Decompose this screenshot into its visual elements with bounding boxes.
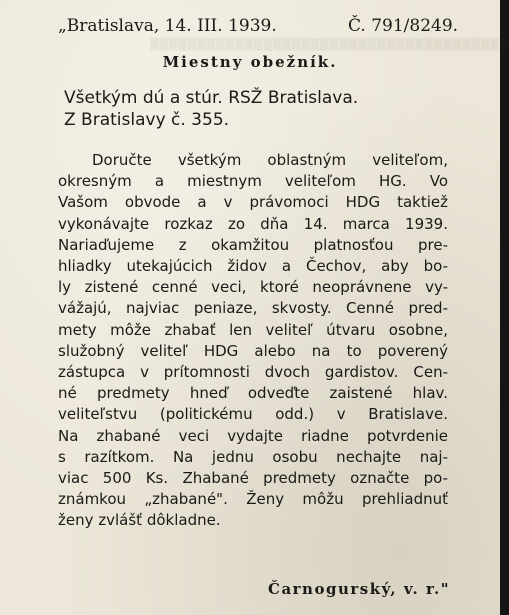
body-line: Vašom obvode a v právomoci HDG taktiež [58, 193, 448, 212]
body-line: viac 500 Ks. Zhabané predmety označte po- [58, 469, 448, 488]
header-reference-number: Č. 791/8249. [348, 16, 459, 36]
document-title: Miestny obežník. [162, 53, 338, 71]
bleed-through-texture: ▒▒▒▒▒▒▒▒▒▒▒▒▒▒▒▒▒▒▒▒▒▒▒▒▒▒▒▒▒▒▒▒▒▒▒▒▒▒ [150, 38, 509, 51]
body-line: vážajú, najviac peniaze, skvosty. Cenné pred- [58, 299, 448, 318]
body-line: Nariaďujeme z okamžitou platnosťou pre- [58, 235, 448, 254]
body-line: známkou „zhabané". Ženy môžu prehliadnuť [58, 490, 448, 509]
address-line-1: Všetkým dú a stúr. RSŽ Bratislava. [64, 88, 359, 108]
header-place-date: „Bratislava, 14. III. 1939. [58, 16, 277, 36]
body-line: vykonávajte rozkaz zo dňa 14. marca 1939. [58, 214, 448, 233]
body-paragraph [58, 150, 448, 532]
body-line: hliadky utekajúcich židov a Čechov, aby bo- [58, 257, 448, 276]
body-line: ly zistené cenné veci, ktoré neoprávnene vy- [58, 278, 448, 297]
address-line-2: Z Bratislavy č. 355. [64, 110, 230, 130]
body-line: mety môže zhabať len veliteľ útvaru osobne, [58, 320, 448, 339]
signature: Čarnogurský, v. r." [268, 580, 451, 598]
body-line: Na zhabané veci vydajte riadne potvrdenie [58, 426, 448, 445]
body-line: veliteľstvu (politickému odd.) v Bratislave. [58, 405, 448, 424]
body-line: služobný veliteľ HDG alebo na to poverený [58, 341, 448, 360]
body-line: ženy zvlášť dôkladne. [58, 511, 221, 530]
body-line: né predmety hneď odveďte zaistené hlav. [58, 384, 448, 403]
body-line: s razítkom. Na jednu osobu nechajte naj- [58, 447, 448, 466]
body-line: okresným a miestnym veliteľom HG. Vo [58, 172, 448, 191]
body-line: zástupca v prítomnosti dvoch gardistov. Cen- [58, 363, 448, 382]
body-line: Doručte všetkým oblastným veliteľom, [92, 151, 448, 169]
